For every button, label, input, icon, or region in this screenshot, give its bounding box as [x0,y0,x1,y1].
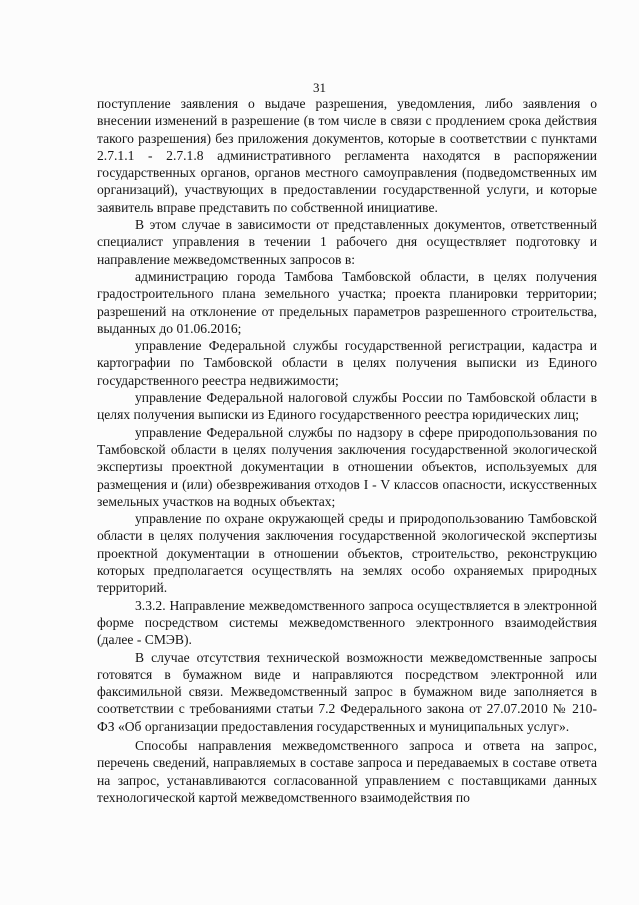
paragraph-paper-request: В случае отсутствия технической возможности межведомственные запросы готовятся в бумажном виде и направляются посредством электронной или факсимильной связи. Межведомственный запрос в бумажном виде заполняется в соответствии с требованиями статьи 7.2 Федерального закона от 27.07.2010 № 210-ФЗ «Об организации предоставления государственных и муниципальных услуг». [97,649,597,734]
paragraph-smev: 3.3.2. Направление межведомственного запроса осуществляется в электронной форме посредством системы межведомственного электронного взаимодействия (далее - СМЭВ). [97,597,597,648]
paragraph-continuation: поступление заявления о выдаче разрешения, уведомления, либо заявления о внесении изменений в разрешение (в том числе в связи с продлением срока действия такого разрешения) без приложения документов, которые в соответствии с пунктами 2.7.1.1 - 2.7.1.8 административного регламента находятся в распоряжении государственных органов, органов местного самоуправления (подведомственных им организаций), участвующих в предоставлении государственной услуги, и которые заявитель вправе представить по собственной инициативе. [97,96,597,215]
paragraph-rosreestr: управление Федеральной службы государственной регистрации, кадастра и картографии по Тамбовской области в целях получения выписки из Единого государственного реестра недвижимости; [97,338,597,388]
paragraph-request-methods: Способы направления межведомственного запроса и ответа на запрос, перечень сведений, направляемых в составе запроса и передаваемых в составе ответа на запрос, устанавливаются согласованной управлением с поставщиками данных технологической картой межведомственного взаимодействия по [97,737,597,805]
paragraph-environment-office: управление по охране окружающей среды и природопользованию Тамбовской области в целях получения заключения государственной экологической экспертизы проектной документации в отношении объектов, строительство, реконструкцию которых предполагается осуществлять на землях особо охраняемых природных территорий. [97,511,597,596]
paragraph-city-administration: администрацию города Тамбова Тамбовской области, в целях получения градостроительного плана земельного участка; проекта планировки территории; разрешений на отклонение от предельных параметров разрешенного строительства, выданных до 01.06.2016; [97,268,597,336]
paragraph-tax-service: управление Федеральной налоговой службы России по Тамбовской области в целях получения выписки из Единого государственного реестра юридических лиц; [97,390,597,423]
page-number: 31 [313,80,326,95]
paragraph-nature-supervision: управление Федеральной службы по надзору в сфере природопользования по Тамбовской области в целях получения заключения государственной экологической экспертизы проектной документации в отношении объектов, используемых для размещения и (или) обезвреживания отходов I - V классов опасности, искусственных земельных участков на водных объектах; [97,424,597,509]
paragraph-requests-intro: В этом случае в зависимости от представленных документов, ответственный специалист управления в течении 1 рабочего дня осуществляет подготовку и направление межведомственных запросов в: [97,217,597,267]
document-body [97,95,597,806]
